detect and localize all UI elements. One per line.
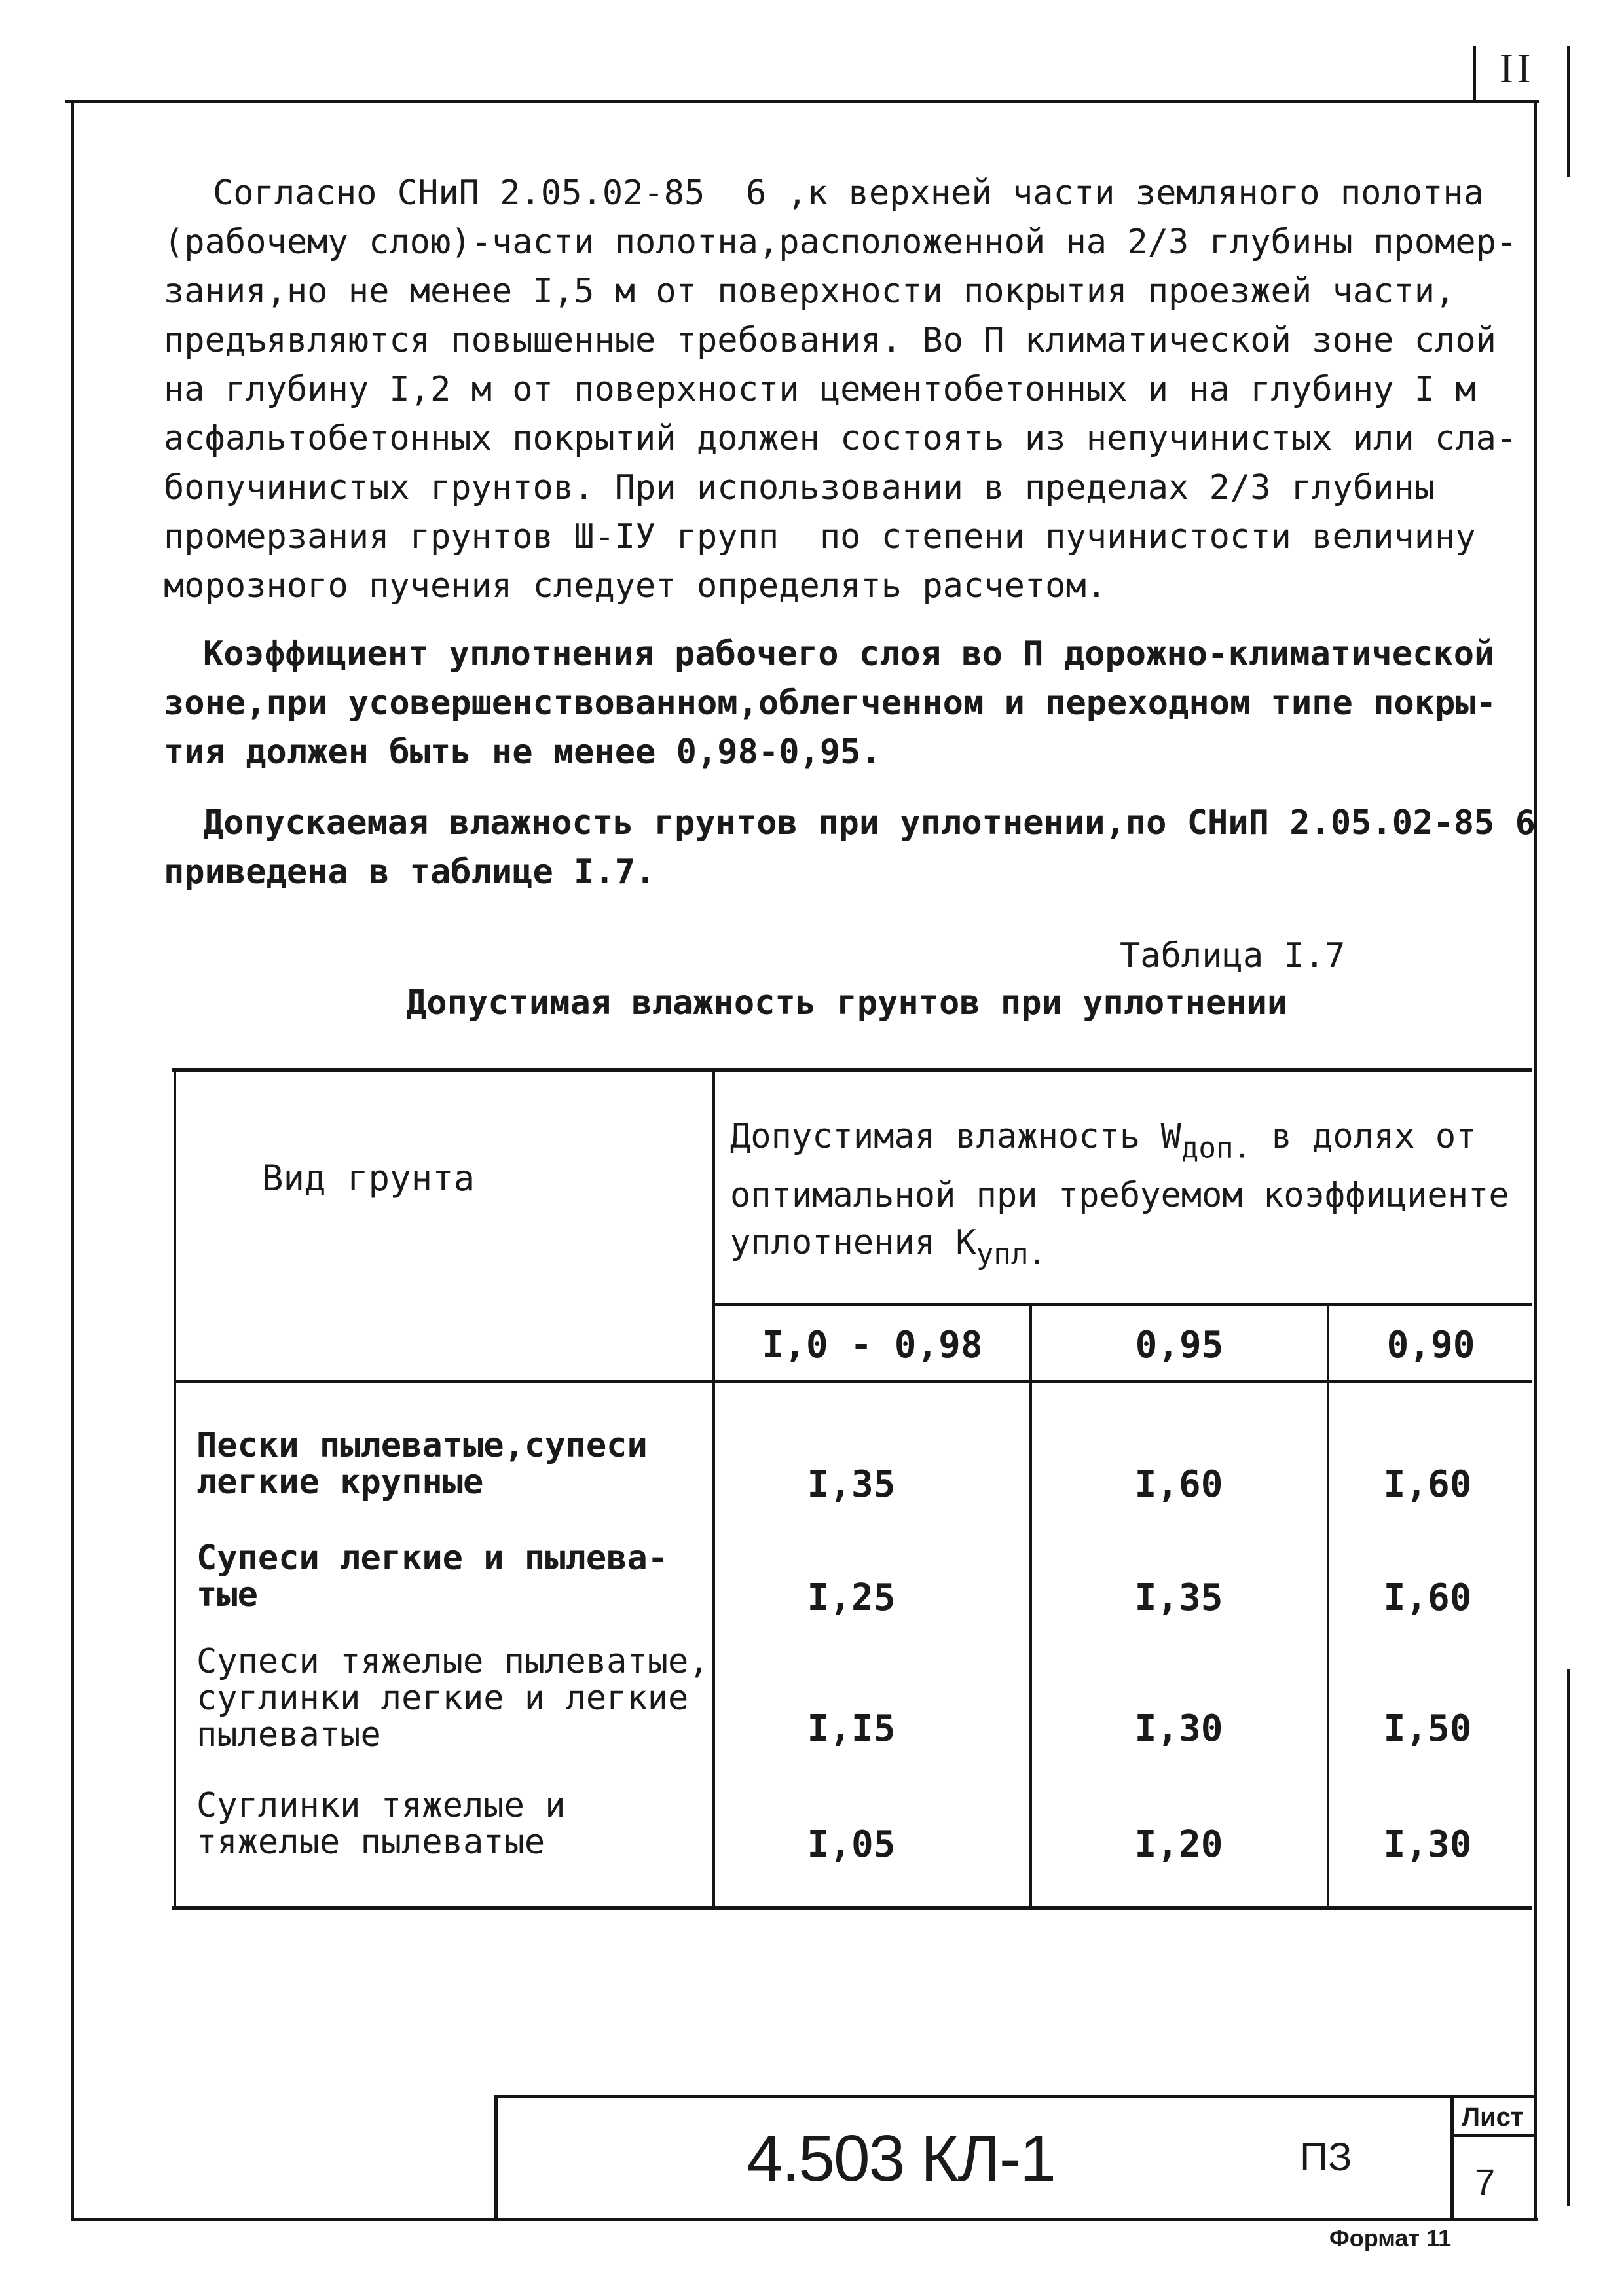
table-title: Допустимая влажность грунтов при уплотнении (406, 983, 1288, 1023)
moisture-header-line3-subscript: упл. (976, 1237, 1046, 1271)
soil-type-cell: Пески пылеватые,супеси легкие крупные (196, 1426, 648, 1502)
paragraph-1: Согласно СНиП 2.05.02-85 6 ,к верхней части земляного полотна (рабочему слою)-части полотна,расположенной на 2/3 глубины промер- зания,но не менее I,5 м от поверхности покрытия проезжей части, предъявляются повышенные требования. Во П климатической зоне слой на глубину I,2 м от поверхности цементобетонных и на глубину I м асфальтобетонных покрытий должен состоять из непучинистых или сла- бопучинистых грунтов. При использовании в пределах 2/3 глубины промерзания грунтов Ш-IУ групп по степени пучинистости величину морозного пучения следует определять расчетом. (164, 173, 1517, 606)
table-left-border (174, 1068, 176, 1908)
stamp-sheet-label-divider (1450, 2134, 1534, 2137)
moisture-value-coef-3: I,60 (1383, 1576, 1472, 1619)
column-header-soil-type: Вид грунта (262, 1157, 475, 1199)
soil-type-cell: Супеси тяжелые пылеватые, суглинки легкие и легкие пылеватые (196, 1642, 709, 1755)
table-col2-divider (1029, 1303, 1032, 1908)
format-label: Формат 11 (1329, 2225, 1452, 2251)
page-number-box-left (1473, 46, 1476, 103)
moisture-header-line3: уплотнения K (730, 1223, 976, 1263)
frame-top (65, 100, 1539, 103)
page-number: II (1500, 46, 1535, 91)
moisture-value-coef-2: I,60 (1134, 1463, 1223, 1506)
frame-left (71, 100, 74, 2221)
table-number: Таблица I.7 (1120, 936, 1346, 975)
moisture-header-line1-subscript: доп. (1181, 1131, 1251, 1165)
moisture-header-line1-tail: в долях от (1251, 1117, 1477, 1156)
stamp-top (494, 2095, 1534, 2098)
moisture-value-coef-3: I,50 (1383, 1707, 1472, 1750)
moisture-header-line2: оптимальной при требуемом коэффициенте (730, 1176, 1509, 1216)
document-section: ПЗ (1300, 2135, 1352, 2179)
moisture-value-coef-1: I,35 (807, 1463, 896, 1506)
frame-bottom (71, 2218, 1538, 2221)
stamp-sheet-divider (1450, 2095, 1454, 2219)
table-bottom-border (172, 1906, 1532, 1910)
table-header-subdivider (712, 1303, 1532, 1306)
table-header-bottom (174, 1380, 1532, 1383)
stamp-left (494, 2095, 498, 2219)
moisture-value-coef-2: I,30 (1134, 1707, 1223, 1750)
moisture-header-line1: Допустимая влажность W (730, 1117, 1181, 1156)
moisture-value-coef-1: I,I5 (807, 1707, 896, 1750)
coef-header-2: 0,95 (1135, 1324, 1224, 1366)
coef-header-1: I,0 - 0,98 (762, 1324, 983, 1366)
paragraph-2: Коэффициент уплотнения рабочего слоя во П дорожно-климатической зоне,при усовершенствованном,облегченном и переходном типе покры- тия должен быть не менее 0,98-0,95. (164, 634, 1496, 772)
sheet-number: 7 (1475, 2161, 1496, 2202)
frame-right-margin-mark (1567, 46, 1570, 177)
frame-right-lower-mark (1567, 1669, 1570, 2206)
moisture-value-coef-2: I,20 (1134, 1823, 1223, 1866)
soil-type-cell: Суглинки тяжелые и тяжелые пылеватые (196, 1786, 566, 1862)
moisture-value-coef-2: I,35 (1134, 1576, 1223, 1619)
paragraph-3: Допускаемая влажность грунтов при уплотнении,по СНиП 2.05.02-85 6 приведена в таблице I.7. (164, 803, 1536, 892)
moisture-value-coef-3: I,60 (1383, 1463, 1472, 1506)
sheet-label: Лист (1462, 2103, 1524, 2132)
coef-header-3: 0,90 (1386, 1324, 1475, 1366)
soil-type-cell: Супеси легкие и пылева- тые (196, 1539, 669, 1614)
moisture-value-coef-1: I,25 (807, 1576, 896, 1619)
document-code: 4.503 КЛ-1 (747, 2122, 1055, 2195)
table-col1-divider (712, 1068, 715, 1908)
moisture-value-coef-3: I,30 (1383, 1823, 1472, 1866)
column-header-moisture (730, 1113, 1529, 1279)
moisture-value-coef-1: I,05 (807, 1823, 896, 1866)
table-top-border (172, 1068, 1532, 1072)
